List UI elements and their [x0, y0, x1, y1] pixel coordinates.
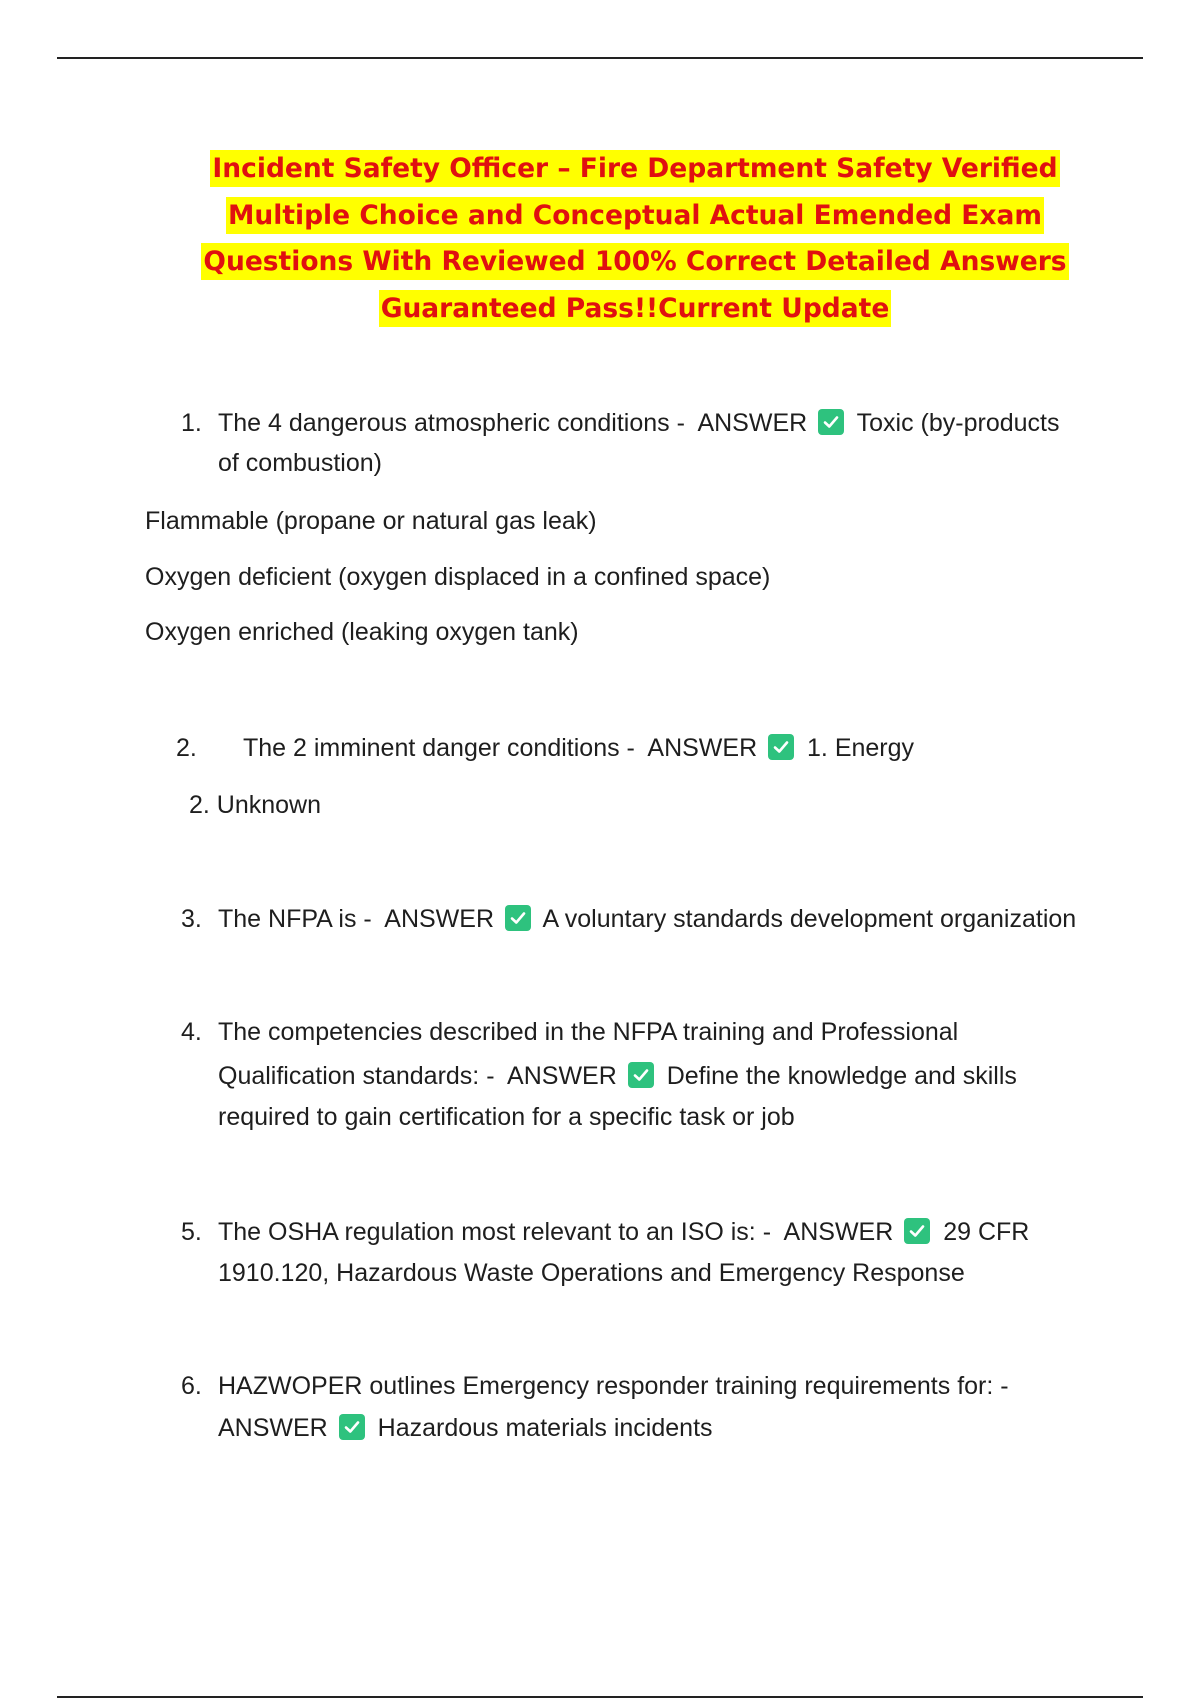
document-title — [150, 146, 1120, 332]
q1-extra-2: Oxygen deficient (oxygen displaced in a confined space) — [145, 563, 771, 591]
q5-answer: 29 CFR — [943, 1218, 1030, 1246]
q5-answer-label: ANSWER — [783, 1218, 894, 1246]
q4-number: 4. — [181, 1018, 202, 1046]
check-icon — [818, 409, 844, 435]
title-line-3: Questions With Reviewed 100% Correct Detailed Answers — [201, 243, 1068, 280]
q2-question: The 2 imminent danger conditions - — [243, 734, 635, 762]
q5-number: 5. — [181, 1218, 202, 1246]
bottom-rule — [57, 1696, 1143, 1698]
q4-answer: Define the knowledge and skills — [666, 1062, 1017, 1090]
q4-answer-cont: required to gain certification for a specific task or job — [218, 1103, 795, 1131]
q2-answer-cont: 2. Unknown — [189, 791, 322, 819]
check-icon — [904, 1218, 930, 1244]
q5-question: The OSHA regulation most relevant to an ISO is: - — [218, 1218, 772, 1246]
q1-answer-label: ANSWER — [697, 409, 808, 437]
q4-line — [218, 1056, 1017, 1096]
q2-answer: 1. Energy — [807, 734, 915, 762]
check-icon — [505, 905, 531, 931]
q1-question: The 4 dangerous atmospheric conditions - — [218, 409, 685, 437]
q4-answer-label: ANSWER — [507, 1062, 617, 1090]
q4-question-line1: The competencies described in the NFPA training and Professional — [218, 1018, 959, 1046]
q3-number: 3. — [181, 905, 202, 933]
q1-answer-cont: of combustion) — [218, 449, 382, 477]
q3-line — [218, 899, 1076, 939]
q2-answer-label: ANSWER — [647, 734, 758, 762]
q3-answer-label: ANSWER — [384, 905, 494, 933]
q1-extra-1: Flammable (propane or natural gas leak) — [145, 507, 597, 535]
q6-answer-label: ANSWER — [218, 1414, 328, 1442]
q3-answer: A voluntary standards development organization — [542, 905, 1077, 933]
q6-number: 6. — [181, 1372, 202, 1400]
check-icon — [768, 734, 794, 760]
q5-line — [218, 1212, 1029, 1252]
q4-question-line2: Qualification standards: - — [218, 1062, 495, 1090]
check-icon — [339, 1414, 365, 1440]
q1-extra-3: Oxygen enriched (leaking oxygen tank) — [145, 618, 579, 646]
check-icon — [628, 1062, 654, 1088]
q2-number: 2. — [176, 734, 197, 762]
q6-question: HAZWOPER outlines Emergency responder training requirements for: - — [218, 1372, 1009, 1400]
q6-line — [218, 1408, 713, 1448]
q5-answer-cont: 1910.120, Hazardous Waste Operations and Emergency Response — [218, 1259, 965, 1287]
q1-line — [218, 403, 1060, 443]
top-rule — [57, 57, 1143, 59]
title-line-4: Guaranteed Pass!!Current Update — [379, 290, 892, 327]
title-line-2: Multiple Choice and Conceptual Actual Emended Exam — [226, 197, 1044, 234]
title-line-1: Incident Safety Officer – Fire Department Safety Verified — [210, 150, 1059, 187]
q3-question: The NFPA is - — [218, 905, 372, 933]
q1-number: 1. — [181, 409, 202, 437]
q1-answer: Toxic (by-products — [856, 409, 1060, 437]
q6-answer: Hazardous materials incidents — [377, 1414, 713, 1442]
q2-line — [243, 728, 914, 768]
